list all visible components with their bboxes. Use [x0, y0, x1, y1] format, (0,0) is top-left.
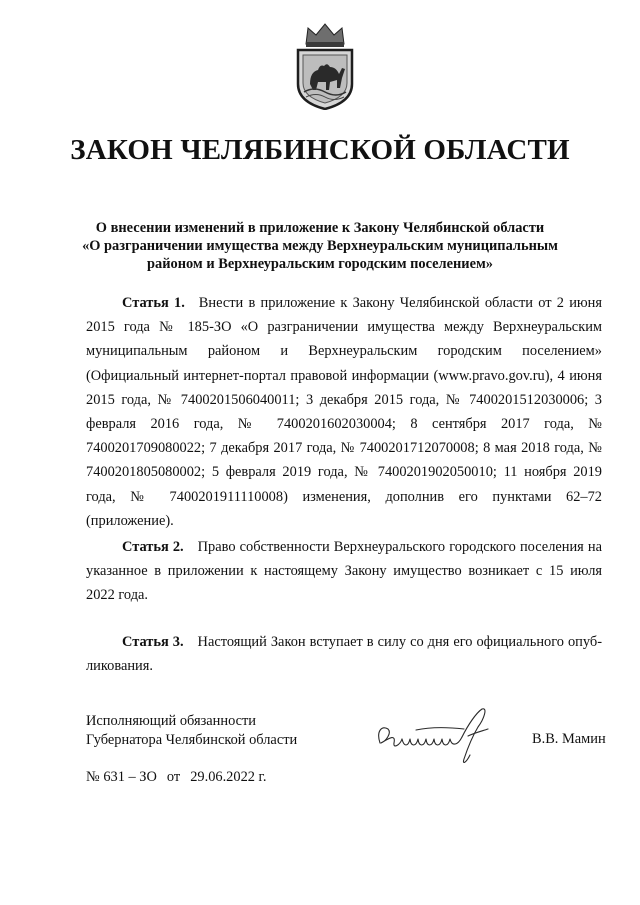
signatory-name: В.В. Мамин [532, 731, 606, 747]
subtitle-line: районом и Верхнеуральским городским поселением» [147, 256, 493, 272]
subtitle-line: «О разграничении имущества между Верхнеуральским муниципальным [82, 238, 558, 254]
signatory-position-line: Губернатора Челябинской области [86, 731, 298, 748]
law-number: № 631 – ЗО [86, 769, 157, 785]
crown-icon [306, 24, 344, 47]
signatory-position-line: Исполняющий обязанности [86, 713, 257, 729]
law-title: ЗАКОН ЧЕЛЯБИНСКОЙ ОБЛАСТИ [70, 134, 570, 166]
article-1 [86, 291, 602, 533]
article-3-text: Настоящий Закон вступает в силу со дня его официального опубликования. [86, 634, 603, 675]
article-1-text: Внести в приложение к Закону Челябинской области от 2 июня 2015 года № 185-ЗО «О разграничении имущества между Верхнеуральским муниципальным районом и Верхнеуральским городским поселением» (Официальный интернет-портал правовой информации (www.pravo.gov.ru), 4 июня 2015 года, № 7400201506040011; 3 декабря 2015 года, № 7400201512030006; 3 февраля 2016 года, № 7400201602030004; 8 сентября 2017 года, № 7400201709080022; 7 декабря 2017 года, № 7400201712070008; 8 мая 2018 года, № 7400201805080002; 5 февраля 2019 года, № 7400201902050010; 11 ноября 2019 года, № 7400201911110008) изменения, дополнив его пунктами 62–72 (приложение). [86, 295, 603, 529]
handwritten-signature [372, 703, 498, 769]
law-subtitle [60, 219, 580, 273]
article-3 [86, 630, 602, 678]
coat-of-arms-emblem [294, 22, 356, 110]
article-3-label: Статья 3. [122, 634, 184, 650]
law-date: 29.06.2022 г. [190, 769, 267, 785]
law-number-line [86, 769, 266, 786]
article-2 [86, 535, 602, 608]
subtitle-line: О внесении изменений в приложение к Закону Челябинской области [95, 220, 545, 236]
signatory-position [86, 712, 297, 749]
article-2-label: Статья 2. [122, 539, 184, 555]
article-2-text: Право собственности Верхнеуральского городского поселения на указанное в приложении к настоящему Закону имущество возникает с 15 июля 2022 года. [86, 539, 602, 604]
law-date-prefix: от [166, 769, 181, 785]
article-1-label: Статья 1. [122, 295, 185, 311]
